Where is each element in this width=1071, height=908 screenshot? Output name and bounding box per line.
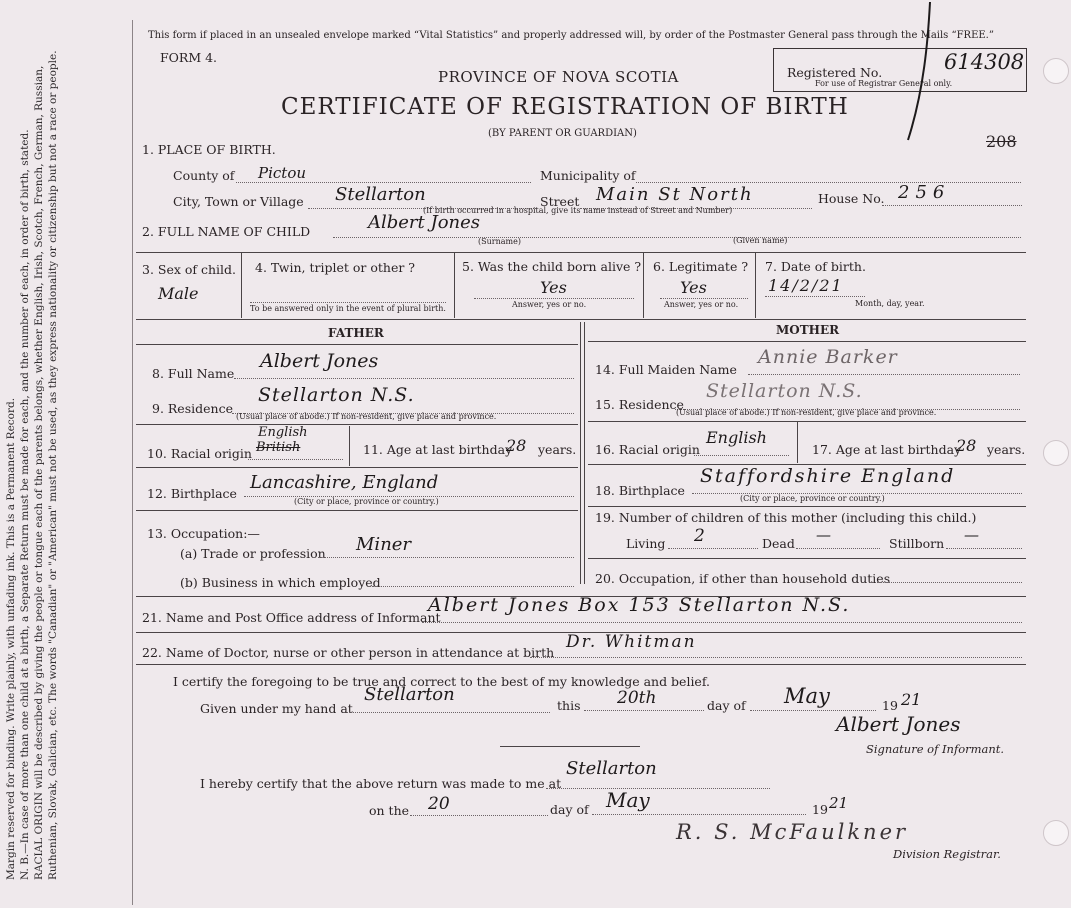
sex-label: 3. Sex of child. <box>142 262 237 277</box>
child-name-value: Albert Jones <box>368 212 481 233</box>
father-birthplace-note: (City or place, province or country.) <box>294 497 439 506</box>
given-day-value: 20th <box>617 688 657 708</box>
attendant-label: 22. Name of Doctor, nurse or other person in attendance at birth <box>142 645 555 660</box>
dead-value: — <box>816 526 831 544</box>
informant-label: 21. Name and Post Office address of Informant <box>142 610 441 625</box>
father-residence-label: 9. Residence <box>152 401 233 416</box>
legitimate-label: 6. Legitimate ? <box>653 259 749 274</box>
county-label: County of <box>173 168 235 183</box>
margin-note-3: RACIAL ORIGIN will be described by giving the people or tongue each of the parents belongs, whether English, Irish, Scotch, French, German, Russian, <box>33 65 45 880</box>
mother-name-value: Annie Barker <box>758 346 898 368</box>
dead-label: Dead <box>762 536 795 551</box>
mail-notice: This form if placed in an unsealed envelope marked “Vital Statistics” and properly addressed will, by order of the Postmaster General pass through the Mails “FREE.” <box>148 30 994 41</box>
hospital-note: (If birth occurred in a hospital, give its name instead of Street and Number) <box>423 206 733 215</box>
given-place-value: Stellarton <box>364 684 455 705</box>
street-value: Main St North <box>596 184 754 205</box>
father-age-value: 28 <box>506 436 527 455</box>
return-day-value: 20 <box>428 794 450 814</box>
margin-note-2: N. B.—In case of more than one child at a birth, a Separate Return must be made for each, and the number of each, in order of birth, stated. <box>19 129 31 880</box>
registrar-signature: R. S. McFaulkner <box>676 820 909 844</box>
margin-rule <box>132 20 133 905</box>
return-statement: I hereby certify that the above return was made to me at <box>200 776 562 791</box>
legitimate-value: Yes <box>680 278 707 297</box>
given-under-label: Given under my hand at <box>200 701 353 716</box>
municipality-label: Municipality of <box>540 168 636 183</box>
mother-heading: MOTHER <box>776 323 840 337</box>
house-value: 256 <box>898 182 951 203</box>
born-alive-value: Yes <box>540 278 567 297</box>
mother-birthplace-value: Staffordshire England <box>700 465 956 487</box>
father-race-value: English <box>258 425 308 440</box>
day-of-label: day of <box>707 698 746 713</box>
city-label: City, Town or Village <box>173 194 304 209</box>
informant-value: Albert Jones Box 153 Stellarton N.S. <box>428 594 851 616</box>
father-residence-note: (Usual place of abode.) If non-resident, give place and province. <box>236 412 497 421</box>
house-label: House No. <box>818 191 885 206</box>
stillborn-value: — <box>964 526 979 544</box>
signature-label: Signature of Informant. <box>866 742 1005 756</box>
father-name-label: 8. Full Name <box>152 366 235 381</box>
child-name-label: 2. FULL NAME OF CHILD <box>142 224 311 239</box>
father-race-label: 10. Racial origin <box>147 446 252 461</box>
birth-date-note: Month, day, year. <box>855 299 925 308</box>
business-label: (b) Business in which employed <box>180 575 381 590</box>
mother-birthplace-note: (City or place, province or country.) <box>740 494 885 503</box>
certificate-title: CERTIFICATE OF REGISTRATION OF BIRTH <box>281 94 849 120</box>
surname-note: (Surname) <box>478 237 521 246</box>
twin-label: 4. Twin, triplet or other ? <box>255 260 415 275</box>
informant-signature: Albert Jones <box>836 712 961 736</box>
mother-race-label: 16. Racial origin <box>595 442 700 457</box>
on-the-label: on the <box>369 803 410 818</box>
street-label: Street <box>540 194 580 209</box>
mother-age-value: 28 <box>956 436 977 455</box>
province-heading: PROVINCE OF NOVA SCOTIA <box>438 68 679 86</box>
twin-note: To be answered only in the event of plural birth. <box>250 304 446 313</box>
pen-stroke <box>890 0 950 150</box>
return-year-prefix: 19 <box>812 802 828 817</box>
mother-name-label: 14. Full Maiden Name <box>595 362 737 377</box>
given-name-note: (Given name) <box>733 236 788 245</box>
mother-age-unit: years. <box>987 442 1026 457</box>
father-heading: FATHER <box>328 326 384 340</box>
birth-date-label: 7. Date of birth. <box>765 259 866 274</box>
return-year-value: 21 <box>829 794 849 812</box>
county-value: Pictou <box>258 164 307 182</box>
mother-residence-note: (Usual place of abode.) If non-resident, give place and province. <box>676 408 937 417</box>
father-age-unit: years. <box>538 442 577 457</box>
occupation-label: 13. Occupation:— <box>147 526 260 541</box>
born-alive-label: 5. Was the child born alive ? <box>462 259 642 274</box>
mother-residence-value: Stellarton N.S. <box>706 380 863 402</box>
father-age-label: 11. Age at last birthday <box>363 442 513 457</box>
living-value: 2 <box>694 526 705 546</box>
binding-hole <box>1043 58 1069 84</box>
this-label: this <box>557 698 581 713</box>
mother-residence-label: 15. Residence <box>595 397 684 412</box>
margin-note-4: Ruthenian, Slovak, Galician, etc. The words "Canadian" or "American" must not be used, as they express nationality or citizenship but not a race or people. <box>47 50 59 880</box>
mother-occupation-label: 20. Occupation, if other than household duties <box>595 571 891 586</box>
certify-statement: I certify the foregoing to be true and correct to the best of my knowledge and belief. <box>173 674 710 689</box>
certificate-subtitle: (BY PARENT OR GUARDIAN) <box>488 128 637 139</box>
return-month-value: May <box>606 788 650 812</box>
year-prefix: 19 <box>882 698 898 713</box>
birth-date-value: 14/2/21 <box>768 276 844 295</box>
trade-label: (a) Trade or profession <box>180 546 326 561</box>
return-day-of-label: day of <box>550 802 589 817</box>
registered-label: Registered No. <box>787 65 883 80</box>
struck-number: 208 <box>986 132 1017 151</box>
mother-race-value: English <box>706 428 767 447</box>
binding-hole <box>1043 820 1069 846</box>
margin-note-1: Margin reserved for binding. Write plainly, with unfading ink. This is a Permanent Record. <box>5 397 17 880</box>
mother-age-label: 17. Age at last birthday <box>812 442 962 457</box>
trade-value: Miner <box>356 534 412 555</box>
born-alive-note: Answer, yes or no. <box>512 300 587 309</box>
city-value: Stellarton <box>335 184 426 205</box>
father-residence-value: Stellarton N.S. <box>258 384 415 406</box>
registration-number: 614308 <box>944 50 1025 74</box>
father-name-value: Albert Jones <box>260 350 379 372</box>
form-number: FORM 4. <box>160 50 218 65</box>
father-birthplace-value: Lancashire, England <box>250 472 439 493</box>
registrar-label: Division Registrar. <box>893 847 1001 861</box>
registrar-note: For use of Registrar General only. <box>815 79 953 88</box>
children-label: 19. Number of children of this mother (including this child.) <box>595 510 977 525</box>
father-race-struck: British <box>256 440 301 455</box>
mother-birthplace-label: 18. Birthplace <box>595 483 685 498</box>
given-year-value: 21 <box>901 690 922 709</box>
place-of-birth-label: 1. PLACE OF BIRTH. <box>142 142 276 157</box>
binding-hole <box>1043 440 1069 466</box>
margin-notes <box>4 20 60 880</box>
given-month-value: May <box>784 684 830 708</box>
stillborn-label: Stillborn <box>889 536 945 551</box>
sex-value: Male <box>158 284 199 303</box>
return-place-value: Stellarton <box>566 758 657 779</box>
legitimate-note: Answer, yes or no. <box>664 300 739 309</box>
living-label: Living <box>626 536 666 551</box>
attendant-value: Dr. Whitman <box>566 632 697 652</box>
father-birthplace-label: 12. Birthplace <box>147 486 237 501</box>
